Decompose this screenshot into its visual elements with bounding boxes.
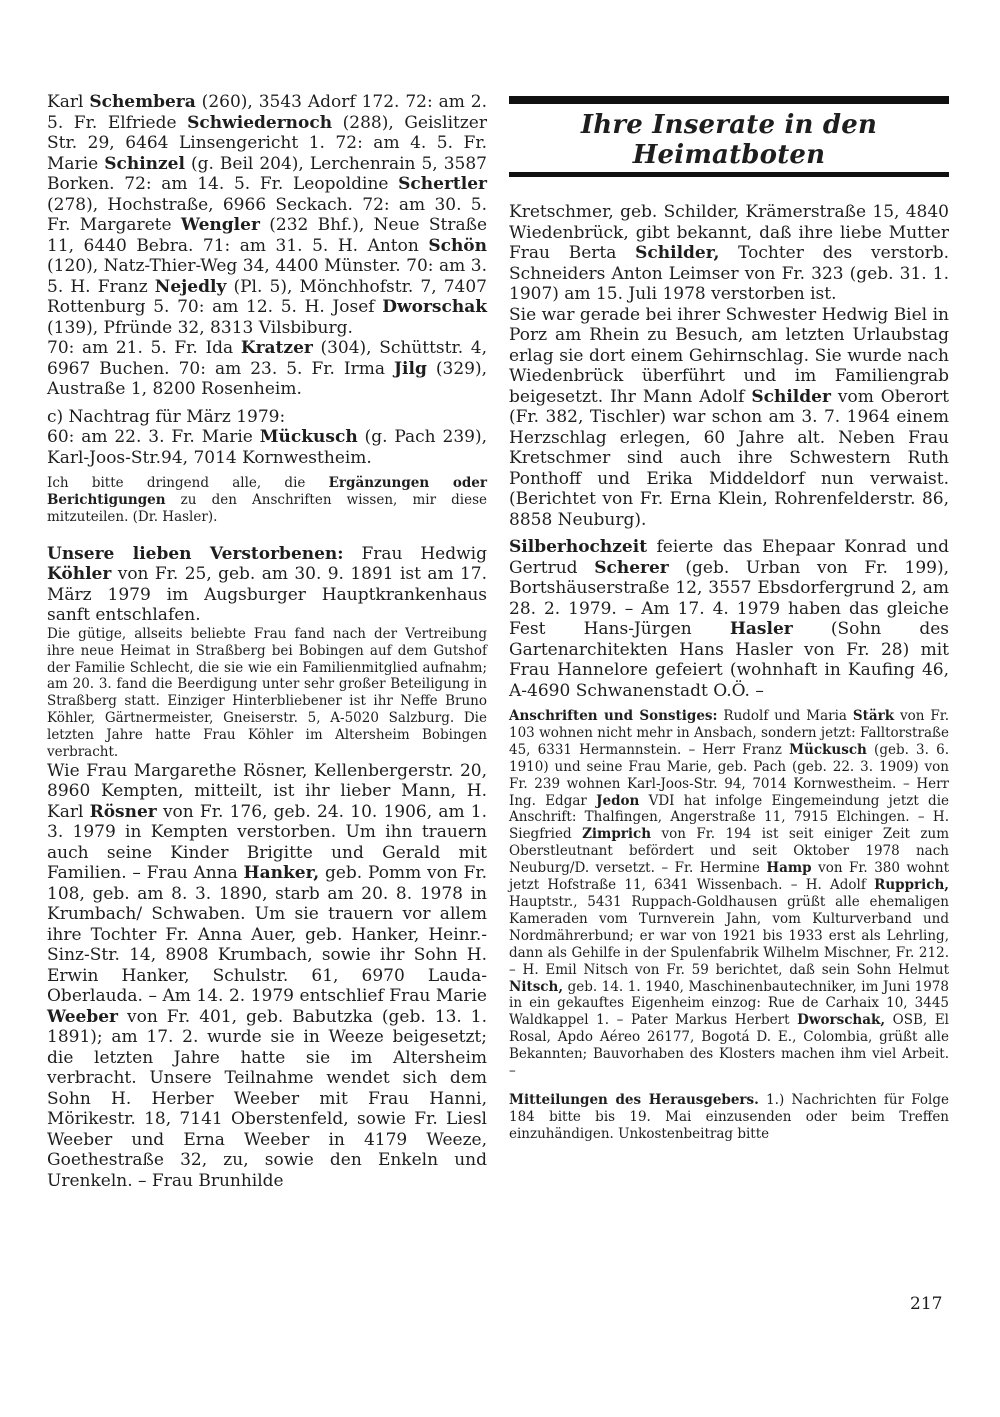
obituary-koehler: Unsere lieben Verstorbenen: Frau Hedwig Köhler von Fr. 25, geb. am 30. 9. 1891 ist am 17. März 1979 im Augsburger Hauptkrankenhaus sanft entschlafen. (47, 543, 487, 626)
silver-anniversary: Silberhochzeit feierte das Ehepaar Konrad und Gertrud Scherer (geb. Urban von Fr. 199), Bortshäuserstraße 12, 3557 Ebsdorfergrund 2, am 28. 2. 1979. – Am 17. 4. 1979 haben das gleiche Fest Hans-Jürgen Hasler (Sohn des Gartenarchitekten Hans Hasler von Fr. 28) mit Frau Hannelore gefeiert (wohnhaft in Kaufing 46, A-4690 Schwanenstadt O.Ö. – (509, 537, 950, 701)
page-number: 217 (910, 1294, 943, 1314)
bold-name: Stärk (852, 708, 895, 724)
bold-name: Jilg (394, 358, 427, 379)
bold-name: Schilder, (635, 243, 720, 263)
bold-name: Jedon (596, 792, 640, 809)
bold-name: Kratzer (240, 338, 313, 358)
addendum-entry: 60: am 22. 3. Fr. Marie Mückusch (g. Pach 239), Karl-Joos-Str.94, 7014 Kornwestheim. (47, 427, 487, 468)
banner-rule-top (509, 96, 949, 104)
bold-name: Zimprich (582, 826, 652, 843)
bold-name: Nitsch, (509, 978, 564, 995)
bold-name: Hamp (766, 860, 812, 877)
ad-banner (509, 96, 949, 177)
birthday-list-continued: 70: am 21. 5. Fr. Ida Kratzer (304), Schüttstr. 4, 6967 Buchen. 70: am 23. 5. Fr. Irma Jilg (329), Austraße 1, 8200 Rosenheim. (47, 338, 487, 399)
bold-name: Mückusch (789, 741, 867, 758)
bold-name: Schembera (89, 92, 196, 112)
bold-name: Hasler (729, 619, 793, 639)
birthday-list-paragraph: Karl Schembera (260), 3543 Adorf 172. 72: am 2. 5. Fr. Elfriede Schwiedernoch (288), Geislitzer Str. 29, 6464 Linsengericht 1. 72: am 4. 5. Fr. Marie Schinzel (g. Beil 204), Lerchenrain 5, 3587 Borken. 72: am 14. 5. Fr. Leopoldine Schertler (278), Hochstraße, 6966 Seckach. 72: am 30. 5. Fr. Margarete Wengler (232 Bhf.), Neue Straße 11, 6440 Bebra. 71: am 31. 5. H. Anton Schön (120), Natz-Thier-Weg 34, 4400 Münster. 70: am 3. 5. H. Franz Nejedly (Pl. 5), Mönchhofstr. 7, 7407 Rottenburg 5. 70: am 12. 5. H. Josef Dworschak (139), Pfründe 32, 8313 Vilsbiburg. (47, 92, 487, 338)
bold-name: Scherer (594, 557, 669, 578)
bold-name: Schwiedernoch (187, 112, 333, 133)
obituary-schilder: Kretschmer, geb. Schilder, Krämerstraße 15, 4840 Wiedenbrück, gibt bekannt, daß ihre liebe Mutter Frau Berta Schilder, Tochter des verstorb. Schneiders Anton Leimser von Fr. 323 (geb. 31. 1. 1907) am 15. Juli 1978 verstorben ist. (509, 202, 949, 304)
bold-name: Mückusch (259, 427, 358, 447)
right-column (509, 92, 949, 1143)
bold-name: Schilder (751, 386, 831, 407)
bold-name: Köhler (47, 564, 112, 585)
obituaries-continued: Wie Frau Margarethe Rösner, Kellenbergerstr. 20, 8960 Kempten, mitteilt, ist ihr lieber Mann, H. Karl Rösner von Fr. 176, geb. 24. 10. 1906, am 1. 3. 1979 in Kempten verstorben. Um ihn trauern auch seine Kinder Brigitte und Gerald mit Familien. – Frau Anna Hanker, geb. Pomm von Fr. 108, geb. am 8. 3. 1890, starb am 20. 8. 1978 in Krumbach/ Schwaben. Um sie trauern vor allem ihre Tochter Fr. Anna Auer, geb. Hanker, Heinr.-Sinz-Str. 14, 8908 Krumbach, sowie ihr Sohn H. Erwin Hanker, Schulstr. 61, 6970 Lauda-Oberlauda. – Am 14. 2. 1979 entschlief Frau Marie Weeber von Fr. 401, geb. Babutzka (geb. 13. 1. 1891); am 17. 2. wurde sie in Weeze beigesetzt; die letzten Jahre hatte sie im Altersheim verbracht. Unsere Teilnahme wendet sich dem Sohn H. Herber Weeber mit Frau Hanni, Mörikestr. 18, 7141 Oberstenfeld, sowie Fr. Liesl Weeber und Erna Weeber in 4179 Weeze, Goethestraße 32, zu, sowie den Enkeln und Urenkeln. – Frau Brunhilde (47, 760, 487, 1191)
bold-name: Rösner (89, 801, 157, 822)
banner-rule-bottom (509, 172, 949, 177)
bold-name: Wengler (180, 215, 260, 235)
bold-name: Rupprich, (874, 877, 949, 894)
bold-name: Mitteilungen des Herausgebers. (509, 1091, 759, 1108)
bold-name: Dworschak, (797, 1012, 886, 1029)
left-column (47, 92, 487, 1191)
editor-request-note: Ich bitte dringend alle, die Ergänzungen oder Berichtigungen zu den Anschriften wissen, mir diese mitzuteilen. (Dr. Hasler). (47, 475, 487, 525)
bold-name: Schertler (398, 174, 487, 194)
addendum-heading: c) Nachtrag für März 1979: (47, 406, 286, 427)
bold-name: Schön (428, 235, 487, 256)
banner-title: Ihre Inserate in den Heimatboten (580, 110, 878, 170)
bold-name: Anschriften und Sonstiges: (509, 708, 718, 724)
bold-name: Hanker, (243, 863, 320, 884)
bold-name: Weeber (47, 1006, 118, 1027)
addresses-and-misc: Anschriften und Sonstiges: Rudolf und Maria Stärk von Fr. 103 wohnen nicht mehr in Ansbach, sondern jetzt: Falltorstraße 45, 6331 Hermannstein. – Herr Franz Mückusch (geb. 3. 6. 1910) und seine Frau Marie, geb. Pach (geb. 22. 3. 1909) von Fr. 239 wohnen Karl-Joos-Str. 94, 7014 Kornwestheim. – Herr Ing. Edgar Jedon VDI hat infolge Eingemeindung jetzt die Anschrift: Thalfingen, Angerstraße 11, 7915 Elchingen. – H. Siegfried Zimprich von Fr. 194 ist seit einiger Zeit zum Oberstleutnant befördert und seit Oktober 1978 nach Neuburg/D. versetzt. – Fr. Hermine Hamp von Fr. 380 wohnt jetzt Hofstraße 11, 6341 Wissenbach. – H. Adolf Rupprich, Hauptstr., 5431 Ruppach-Goldhausen grüßt alle ehemaligen Kameraden vom Turnverein Jahn, vom Kulturverband und Nordmährerbund; er war von 1921 bis 1933 erst als Lehrling, dann als Gehilfe in der Spulenfabrik Wilhelm Mischner, Fr. 212. – H. Emil Nitsch von Fr. 59 berichtet, daß sein Sohn Helmut Nitsch, geb. 14. 1. 1940, Maschinenbautechniker, im Juni 1978 in ein gekauftes Eigenheim einzog: Rue de Carhaix 10, 3445 Waldkappel 1. – Pater Markus Herbert Dworschak, OSB, El Rosal, Apdo Aéreo 26177, Bogotá D. E., Colombia, grüßt alle Bekannten; Bauvorhaben des Klosters machen ihm viel Arbeit. – (509, 708, 950, 1080)
publisher-notes: Mitteilungen des Herausgebers. 1.) Nachrichten für Folge 184 bitte bis 19. Mai einzusenden oder beim Treffen einzuhändigen. Unkostenbeitrag bitte (509, 1091, 950, 1142)
bold-name: Unsere lieben Verstorbenen: (47, 543, 344, 564)
bold-name: Schinzel (104, 153, 185, 174)
bold-name: Nejedly (154, 276, 227, 297)
obituary-koehler-details: Die gütige, allseits beliebte Frau fand nach der Vertreibung ihre neue Heimat in Straßberg bei Bobingen auf dem Gutshof der Familie Schlecht, die sie wie ein Familienmitglied aufnahm; am 20. 3. fand die Beerdigung unter sehr großer Beteiligung in Straßberg statt. Einziger Hinterbliebener ist ihr Neffe Bruno Köhler, Gärtnermeister, Gneiserstr. 5, A-5020 Salzburg. Die letzten Jahre hatte Frau Köhler im Altersheim Bobingen verbracht. (47, 625, 487, 761)
bold-name: Ergänzungen oder Berichtigungen (47, 475, 487, 508)
bold-name: Silberhochzeit (509, 537, 648, 557)
obituary-schilder-details: Sie war gerade bei ihrer Schwester Hedwig Biel in Porz am Rhein zu Besuch, am letzten Urlaubstag erlag sie dort einem Gehirnschlag. Sie wurde nach Wiedenbrück überführt und im Familiengrab beigesetzt. Ihr Mann Adolf Schilder vom Oberort (Fr. 382, Tischler) war schon am 3. 7. 1964 einem Herzschlag erlegen, 60 Jahre alt. Neben Frau Kretschmer sind auch ihre Schwestern Ruth Ponthoff und Erika Middeldorf nun verwaist. (Berichtet von Fr. Erna Klein, Rohrenfelderstr. 86, 8858 Neuburg). (509, 304, 950, 530)
bold-name: Dworschak (382, 297, 487, 317)
